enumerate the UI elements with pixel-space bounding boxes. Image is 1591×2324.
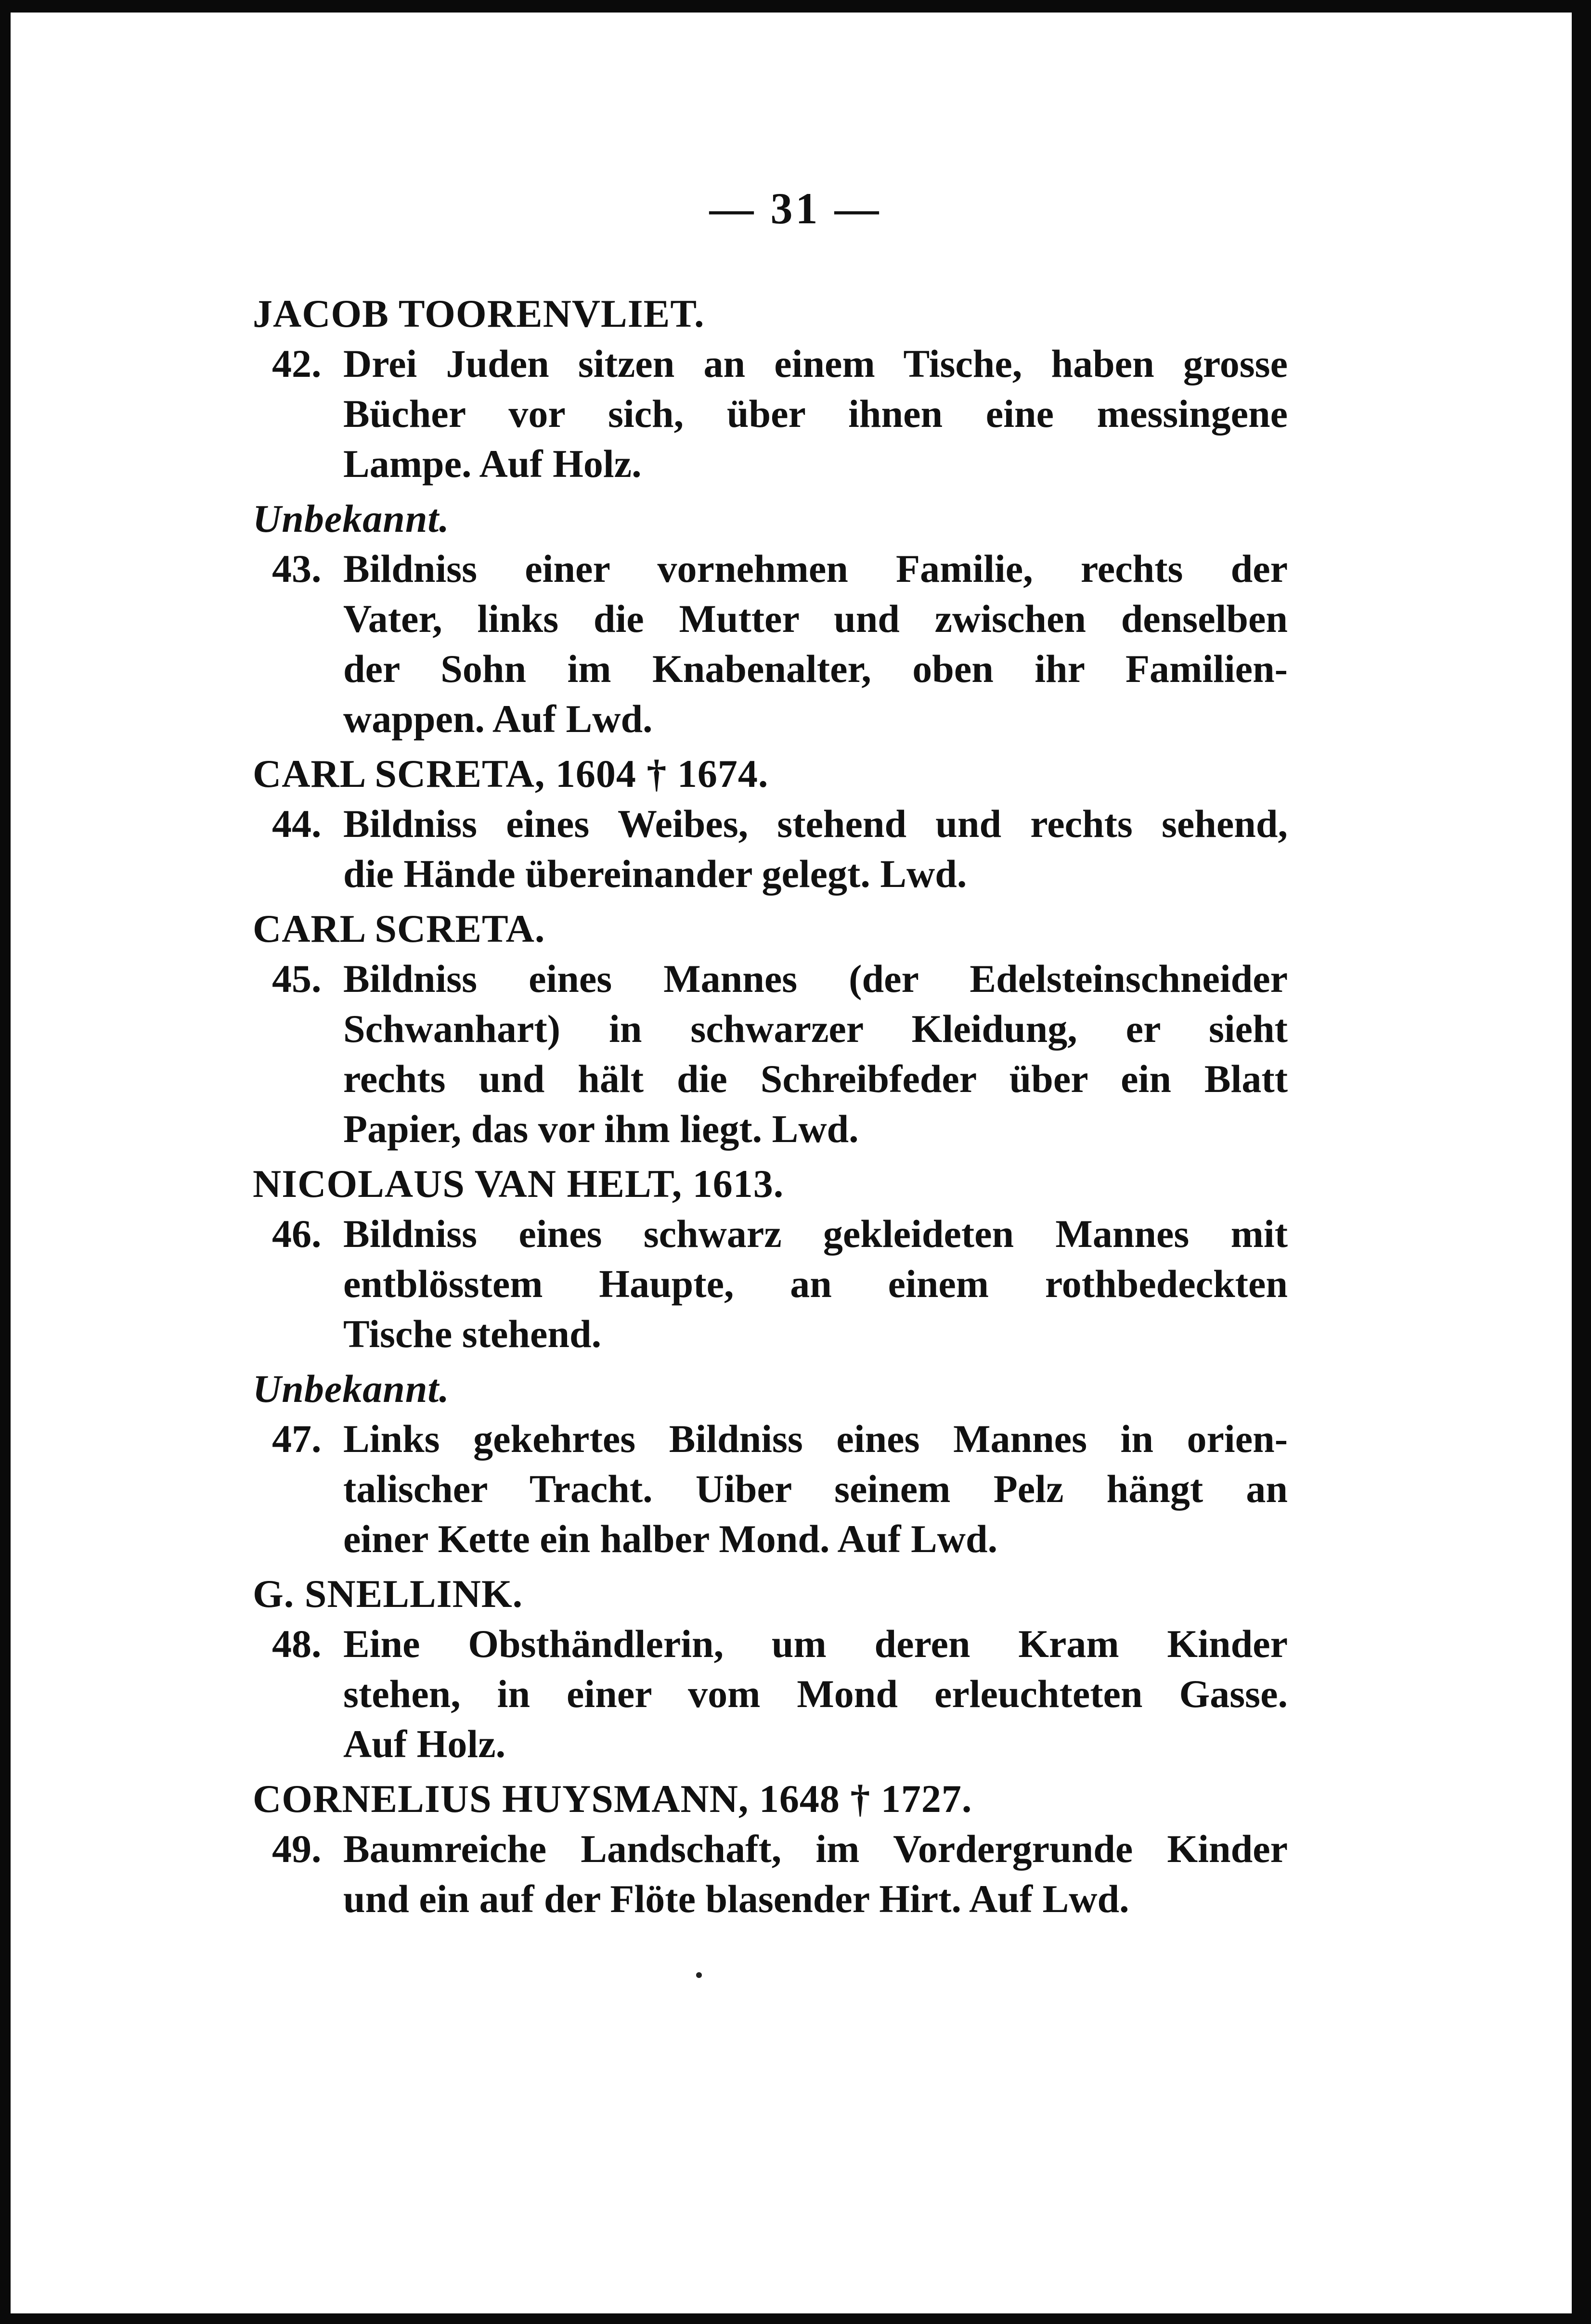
entry-line: Eine Obsthändlerin, um deren Kram Kinder bbox=[343, 1622, 1288, 1666]
catalog-entry bbox=[253, 1619, 1288, 1769]
catalog-entry bbox=[253, 1824, 1288, 1924]
entry-line: Baumreiche Landschaft, im Vordergrunde Kinder bbox=[343, 1827, 1288, 1871]
entry-number: 45. bbox=[272, 957, 322, 1001]
entry-line: Schwanhart) in schwarzer Kleidung, er sieht bbox=[343, 1007, 1288, 1051]
entry-line: einer Kette ein halber Mond. Auf Lwd. bbox=[343, 1517, 998, 1561]
catalog-entry bbox=[253, 339, 1288, 489]
entry-line: die Hände übereinander gelegt. Lwd. bbox=[343, 852, 967, 896]
ink-speck bbox=[696, 1972, 702, 1978]
catalog-entry bbox=[253, 799, 1288, 899]
entry-number: 49. bbox=[272, 1827, 322, 1871]
artist-heading: Unbekannt. bbox=[253, 1367, 450, 1411]
entry-line: entblösstem Haupte, an einem rothbedeckten bbox=[343, 1262, 1288, 1306]
entry-line: Bildniss eines Mannes (der Edelsteinschneider bbox=[343, 957, 1288, 1001]
entry-line: wappen. Auf Lwd. bbox=[343, 697, 653, 741]
artist-heading: CARL SCRETA, 1604 † 1674. bbox=[253, 752, 769, 796]
scan-edge-top bbox=[0, 0, 1591, 13]
entry-line: Vater, links die Mutter und zwischen denselben bbox=[343, 597, 1288, 641]
entry-number: 44. bbox=[272, 802, 322, 846]
entry-line: Links gekehrtes Bildniss eines Mannes in orien- bbox=[343, 1417, 1288, 1461]
entry-line: Bücher vor sich, über ihnen eine messingene bbox=[343, 392, 1288, 436]
entry-line: Tische stehend. bbox=[343, 1312, 602, 1356]
artist-heading: JACOB TOORENVLIET. bbox=[253, 292, 705, 335]
entry-line: Bildniss einer vornehmen Familie, rechts der bbox=[343, 547, 1288, 591]
scan-edge-right bbox=[1572, 0, 1591, 2324]
entry-number: 42. bbox=[272, 342, 322, 385]
artist-heading: NICOLAUS VAN HELT, 1613. bbox=[253, 1162, 784, 1206]
entry-line: Bildniss eines Weibes, stehend und rechts sehend, bbox=[343, 802, 1288, 846]
scan-edge-bottom bbox=[0, 2313, 1591, 2324]
catalog-entry bbox=[253, 1414, 1288, 1564]
page-number: — 31 — bbox=[709, 184, 882, 233]
entry-line: Lampe. Auf Holz. bbox=[343, 442, 642, 486]
entry-line: der Sohn im Knabenalter, oben ihr Familien- bbox=[343, 647, 1288, 691]
entry-number: 43. bbox=[272, 547, 322, 591]
entry-line: talischer Tracht. Uiber seinem Pelz hängt an bbox=[343, 1467, 1288, 1511]
entry-number: 46. bbox=[272, 1212, 322, 1256]
artist-heading: CARL SCRETA. bbox=[253, 907, 545, 950]
catalog-entry bbox=[253, 544, 1288, 744]
entry-line: Papier, das vor ihm liegt. Lwd. bbox=[343, 1107, 859, 1151]
entry-line: Auf Holz. bbox=[343, 1722, 506, 1766]
artist-heading: CORNELIUS HUYSMANN, 1648 † 1727. bbox=[253, 1777, 972, 1821]
catalog-text bbox=[253, 284, 1288, 1924]
entry-line: rechts und hält die Schreibfeder über ein Blatt bbox=[343, 1057, 1288, 1101]
catalog-entry bbox=[253, 1209, 1288, 1359]
entry-line: stehen, in einer vom Mond erleuchteten Gasse. bbox=[343, 1672, 1288, 1716]
entry-line: Drei Juden sitzen an einem Tische, haben grosse bbox=[343, 342, 1288, 385]
artist-heading: Unbekannt. bbox=[253, 497, 450, 540]
entry-number: 47. bbox=[272, 1417, 322, 1461]
artist-heading: G. SNELLINK. bbox=[253, 1572, 523, 1616]
catalog-entry bbox=[253, 954, 1288, 1154]
entry-line: Bildniss eines schwarz gekleideten Mannes mit bbox=[343, 1212, 1288, 1256]
scan-edge-left bbox=[0, 0, 11, 2324]
entry-line: und ein auf der Flöte blasender Hirt. Auf Lwd. bbox=[343, 1877, 1129, 1921]
entry-number: 48. bbox=[272, 1622, 322, 1666]
